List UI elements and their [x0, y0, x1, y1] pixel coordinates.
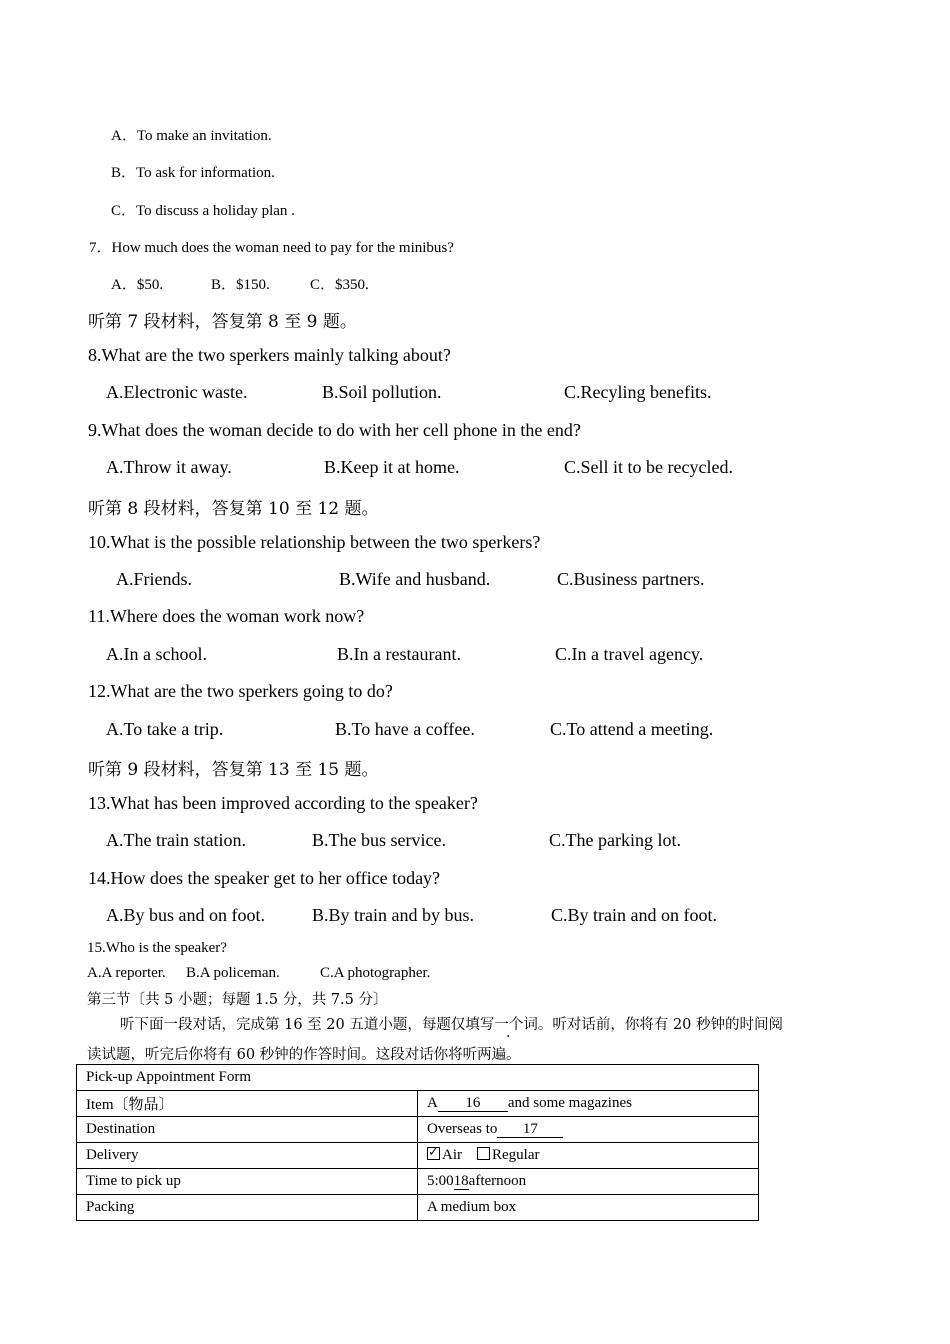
- form-row-packing: [77, 1195, 759, 1221]
- passage-8-heading: 听第 8 段材料，答复第 10 至 12 题。: [88, 499, 379, 519]
- q9-question: 9.What does the woman decide to do with her cell phone in the end?: [88, 420, 581, 440]
- q8-option-b: B.Soil pollution.: [322, 382, 442, 402]
- q10-question: 10.What is the possible relationship between the two sperkers?: [88, 532, 541, 552]
- section-3-heading: 第三节〔共 5 小题；每题 1.5 分，共 7.5 分〕: [87, 992, 388, 1008]
- q9-option-a: A.Throw it away.: [106, 457, 232, 477]
- form-label-destination: Destination: [77, 1117, 418, 1143]
- destination-prefix: Overseas to: [427, 1121, 498, 1137]
- q11-option-b: B.In a restaurant.: [337, 644, 461, 664]
- q7-question: 7．How much does the woman need to pay for the minibus?: [89, 240, 454, 256]
- passage-9-heading: 听第 9 段材料，答复第 13 至 15 题。: [88, 760, 379, 780]
- passage-7-heading: 听第 7 段材料，答复第 8 至 9 题。: [88, 312, 357, 332]
- q11-question: 11.Where does the woman work now?: [88, 606, 365, 626]
- checkbox-empty-icon[interactable]: [477, 1147, 490, 1160]
- form-value-packing: A medium box: [418, 1195, 759, 1221]
- form-label-packing: Packing: [77, 1195, 418, 1221]
- q8-question: 8.What are the two sperkers mainly talking about?: [88, 345, 451, 365]
- form-value-time: [418, 1169, 759, 1195]
- q8-option-a: A.Electronic waste.: [106, 382, 248, 402]
- form-title-row: [77, 1065, 759, 1091]
- form-value-delivery: [418, 1143, 759, 1169]
- checkbox-checked-icon[interactable]: [427, 1147, 440, 1160]
- q15-option-c: C.A photographer.: [320, 965, 431, 981]
- q6-option-b: B．To ask for information.: [111, 165, 275, 181]
- q10-option-a: A.Friends.: [116, 569, 192, 589]
- q15-option-b: B.A policeman.: [186, 965, 280, 981]
- q11-option-c: C.In a travel agency.: [555, 644, 704, 664]
- time-suffix: afternoon: [468, 1173, 527, 1189]
- item-suffix: and some magazines: [507, 1095, 632, 1111]
- q14-option-b: B.By train and by bus.: [312, 905, 474, 925]
- pickup-appointment-form: [76, 1064, 759, 1221]
- blank-17[interactable]: 17: [497, 1122, 563, 1138]
- form-row-destination: [77, 1117, 759, 1143]
- instr-part-a: 听下面一段对话，完成第 16 至 20 五道小题，每题仅填写: [120, 1017, 495, 1033]
- blank-18[interactable]: 18: [453, 1173, 469, 1189]
- q13-question: 13.What has been improved according to the speaker?: [88, 793, 478, 813]
- q10-option-b: B.Wife and husband.: [339, 569, 491, 589]
- q8-option-c: C.Recyling benefits.: [564, 382, 712, 402]
- q14-option-c: C.By train and on foot.: [551, 905, 717, 925]
- form-label-delivery: Delivery: [77, 1143, 418, 1169]
- form-label-time: Time to pick up: [77, 1169, 418, 1195]
- q7-option-a: A．$50.: [111, 277, 164, 293]
- instr-part-b: 词。听对话前，你将有 20 秒钟的时间阅: [523, 1017, 784, 1033]
- form-title: Pick-up Appointment Form: [77, 1065, 759, 1091]
- q10-option-c: C.Business partners.: [557, 569, 705, 589]
- section-3-instructions-line2: 读试题，听完后你将有 60 秒钟的作答时间。这段对话你将听两遍。: [87, 1047, 521, 1063]
- form-value-destination: [418, 1117, 759, 1143]
- q9-option-b: B.Keep it at home.: [324, 457, 460, 477]
- delivery-option-air: Air: [442, 1147, 462, 1163]
- q11-option-a: A.In a school.: [106, 644, 207, 664]
- section-3-instructions-line1: [120, 1013, 783, 1034]
- item-prefix: A: [427, 1095, 438, 1111]
- q9-option-c: C.Sell it to be recycled.: [564, 457, 733, 477]
- q14-question: 14.How does the speaker get to her office today?: [88, 868, 441, 888]
- q13-option-c: C.The parking lot.: [549, 830, 681, 850]
- q15-question: 15.Who is the speaker?: [87, 940, 227, 956]
- q14-option-a: A.By bus and on foot.: [106, 905, 265, 925]
- form-row-time: [77, 1169, 759, 1195]
- q6-option-a: A．To make an invitation.: [111, 128, 272, 144]
- blank-16[interactable]: 16: [438, 1096, 508, 1112]
- q15-option-a: A.A reporter.: [87, 965, 166, 981]
- form-label-item: Item〔物品〕: [77, 1091, 418, 1117]
- form-row-item: [77, 1091, 759, 1117]
- q7-option-b: B．$150.: [211, 277, 270, 293]
- form-row-delivery: [77, 1143, 759, 1169]
- q6-option-c: C．To discuss a holiday plan .: [111, 203, 295, 219]
- q12-question: 12.What are the two sperkers going to do?: [88, 681, 393, 701]
- q13-option-b: B.The bus service.: [312, 830, 446, 850]
- q7-option-c: C．$350.: [310, 277, 369, 293]
- delivery-option-regular: Regular: [492, 1147, 540, 1163]
- form-value-item: [418, 1091, 759, 1117]
- q12-option-c: C.To attend a meeting.: [550, 719, 714, 739]
- q12-option-b: B.To have a coffee.: [335, 719, 475, 739]
- time-prefix: 5:00: [427, 1173, 454, 1189]
- q12-option-a: A.To take a trip.: [106, 719, 224, 739]
- instr-emphasis: 一个: [494, 1017, 524, 1033]
- q13-option-a: A.The train station.: [106, 830, 246, 850]
